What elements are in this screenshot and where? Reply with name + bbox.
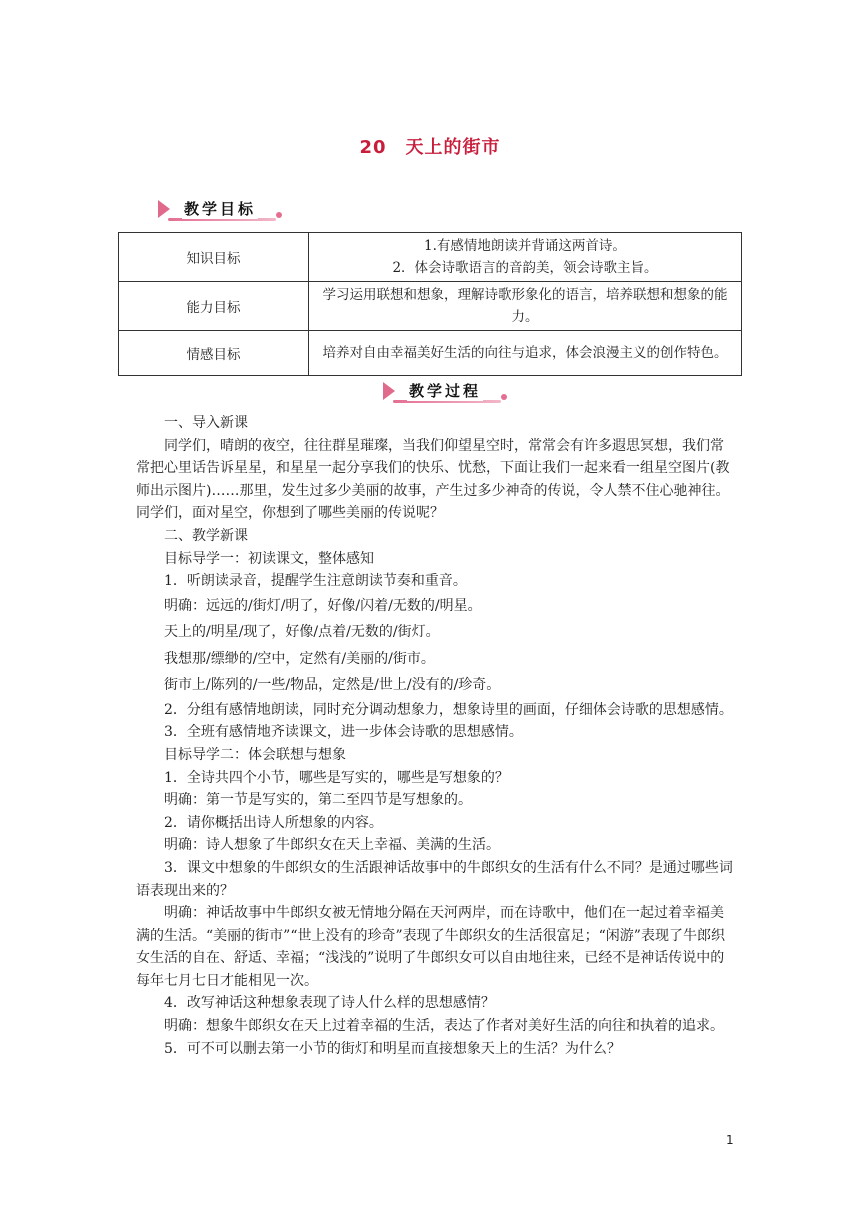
goal-line: 2．体会诗歌语言的音韵美，领会诗歌主旨。 [392,260,658,276]
section-heading: 2．请你概括出诗人所想象的内容。 [164,814,383,831]
banner-dot-icon [501,394,507,400]
paragraph: 同学们，晴朗的夜空，往往群星璀璨，当我们仰望星空时，常常会有许多遐思冥想，我们常常把心里话告诉星星，和星星一起分享我们的快乐、忧愁，下面让我们一起来看一组星空图片(教师出示图片)……那里，发生过多少美丽的故事，产生过多少神奇的传说，令人禁不住心驰神往。同学们，面对星空，你想到了哪些美丽的传说呢？ [136,437,730,522]
goal-row [119,233,742,282]
banner-triangle-icon [383,382,395,400]
goal-content [309,233,742,282]
lesson-body [136,412,734,1060]
section-heading: 明确：第一节是写实的，第二至四节是写想象的。 [164,792,472,809]
poem-line: 明确：远远的/街灯/明了，好像/闪着/无数的/明星。 [164,597,482,614]
page-title: 20 天上的街市 [359,137,501,158]
paragraph: 2．分组有感情地朗读，同时充分调动想象力，想象诗里的画面，仔细体会诗歌的思想感情。 [164,701,733,718]
goal-label: 情感目标 [119,331,309,376]
section-heading: 5．可不可以删去第一小节的街灯和明星而直接想象天上的生活？为什么？ [164,1040,621,1057]
section-heading: 二、教学新课 [164,527,248,544]
paragraph: 明确：神话故事中牛郎织女被无情地分隔在天河两岸，而在诗歌中，他们在一起过着幸福美满的生活。“美丽的街市”“世上没有的珍奇”表现了牛郎织女的生活很富足；“闲游”表现了牛郎织女生活的自在、舒适、幸福；“浅浅的”说明了牛郎织女可以自由地往来，已经不是神话传说中的每年七月七日才能相见一次。 [136,905,725,989]
section-banner-teaching-goals [158,196,286,222]
section-heading: 一、导入新课 [164,415,248,431]
goal-row [119,331,742,376]
goal-label: 能力目标 [119,282,309,331]
section-label: 教学目标 [184,200,257,218]
goal-line: 培养对自由幸福美好生活的向往与追求，体会浪漫主义的创作特色。 [322,345,728,361]
goal-content [309,331,742,376]
goal-label: 知识目标 [119,233,309,282]
section-heading: 3．全班有感情地齐读课文，进一步体会诗歌的思想感情。 [164,724,523,741]
goal-content [309,282,742,331]
banner-triangle-icon [158,200,170,218]
goal-row [119,282,742,331]
section-heading: 目标导学二：体会联想与想象 [164,746,346,763]
goals-table [118,232,742,376]
page-number: 1 [726,1133,734,1147]
banner-dot-icon [276,212,282,218]
poem-line: 街市上/陈列的/一些/物品，定然是/世上/没有的/珍奇。 [164,677,501,694]
section-heading: 明确：诗人想象了牛郎织女在天上幸福、美满的生活。 [164,837,500,854]
paragraph: 明确：想象牛郎织女在天上过着幸福的生活，表达了作者对美好生活的向往和执着的追求。 [164,1018,724,1035]
section-label: 教学过程 [409,382,482,400]
section-banner-teaching-process [383,378,511,404]
section-heading: 1．全诗共四个小节，哪些是写实的，哪些是写想象的？ [164,769,509,786]
goal-line: 1.有感情地朗读并背诵这两首诗。 [424,238,626,254]
goal-line: 学习运用联想和想象，理解诗歌形象化的语言，培养联想和想象的能力。 [322,287,728,325]
poem-line: 天上的/明星/现了，好像/点着/无数的/街灯。 [164,624,440,641]
section-heading: 4．改写神话这种想象表现了诗人什么样的思想感情？ [164,995,495,1012]
section-heading: 目标导学一：初读课文，整体感知 [164,550,374,567]
poem-line: 我想那/缥缈的/空中，定然有/美丽的/街市。 [164,650,435,667]
section-heading: 1．听朗读录音，提醒学生注意朗读节奏和重音。 [164,573,467,590]
paragraph: 3．课文中想象的牛郎织女的生活跟神话故事中的牛郎织女的生活有什么不同？是通过哪些词语表现出来的？ [136,859,733,899]
